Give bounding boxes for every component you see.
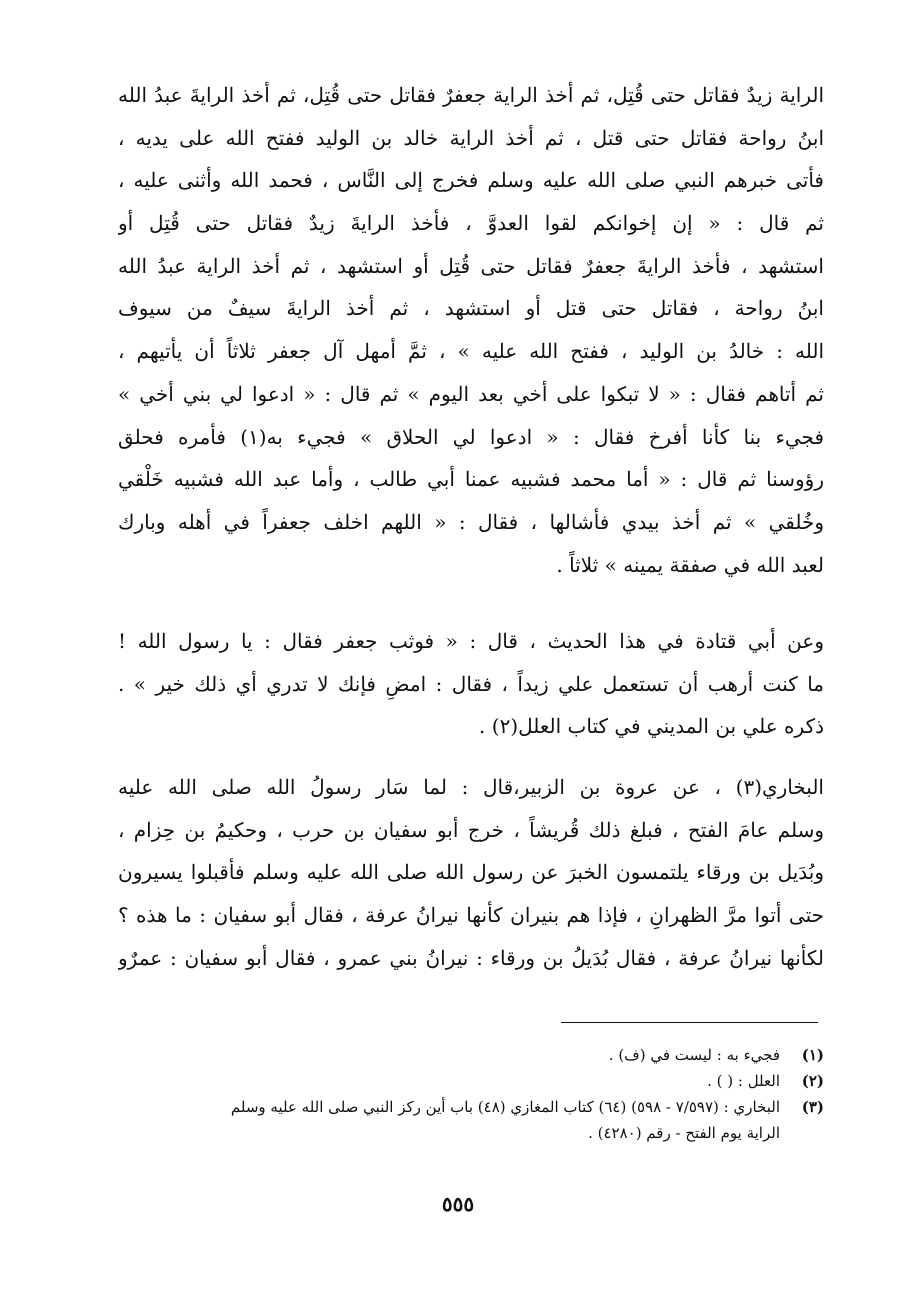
text-line: ابنُ رواحة فقاتل حتى قتل ، ثم أخذ الراية خالد بن الوليد ففتح الله على يديه ، — [118, 125, 824, 150]
paragraph-1 — [118, 74, 824, 586]
text-line: ابنُ رواحة ، فقاتل حتى قتل أو استشهد ، ثم أخذ الرايةَ سيفٌ من سيوف — [118, 296, 824, 321]
text-line: استشهد ، فأخذ الرايةَ جعفرٌ فقاتل حتى قُتِل أو استشهد ، ثم أخذ الراية عبدُ الله — [118, 253, 824, 278]
text-line: ما كنت أرهب أن تستعمل علي زيداً ، فقال : امضِ فإنك لا تدري أي ذلك خير » . — [118, 671, 824, 696]
text-line: وسلم عامَ الفتح ، فبلغ ذلك قُريشاً ، خرج أبو سفيان بن حرب ، وحكيمُ بن حِزام ، — [118, 817, 824, 842]
footnote-number: (١) — [801, 1046, 824, 1064]
text-line: ثم أتاهم فقال : « لا تبكوا على أخي بعد اليوم » ثم قال : « ادعوا لي بني أخي » — [118, 381, 824, 406]
footnote-text — [118, 1094, 780, 1146]
text-line: لكأنها نيرانُ عرفة ، فقال بُدَيلُ بن ورقاء : نيرانُ بني عمرو ، فقال أبو سفيان : عمرٌو — [118, 945, 824, 970]
footnote-divider — [561, 1022, 818, 1023]
paragraph-3 — [118, 766, 824, 979]
footnote-line: الراية يوم الفتح - رقم (٤٢٨٠) . — [588, 1124, 780, 1142]
footnotes — [118, 1042, 824, 1146]
footnote — [118, 1094, 824, 1146]
footnote — [118, 1068, 824, 1094]
text-line: فجيء بنا كأنا أفرخ فقال : « ادعوا لي الحلاق » فجيء به(١) فأمره فحلق — [118, 424, 824, 449]
text-line: ذكره علي بن المديني في كتاب العلل(٢) . — [479, 714, 824, 739]
footnote-line: فجيء به : ليست في (ف) . — [608, 1046, 780, 1064]
text-line: حتى أتوا مرَّ الظهرانِ ، فإذا هم بنيران كأنها نيرانُ عرفة ، فقال أبو سفيان : ما هذه ؟ — [118, 903, 824, 928]
text-line: وخُلقي » ثم أخذ بيدي فأشالها ، فقال : « اللهم اخلف جعفراً في أهله وبارك — [118, 509, 824, 534]
text-line: لعبد الله في صفقة يمينه » ثلاثاً . — [556, 552, 824, 577]
text-line: فأتى خبرهم النبي صلى الله عليه وسلم فخرج إلى النَّاس ، فحمد الله وأثنى عليه ، — [118, 168, 824, 193]
footnote — [118, 1042, 824, 1068]
footnote-number: (٢) — [801, 1072, 824, 1090]
footnote-text — [118, 1042, 780, 1068]
footnote-number: (٣) — [801, 1098, 824, 1116]
page-number: ٥٥٥ — [441, 1192, 475, 1216]
footnote-line: العلل : ( ) . — [707, 1072, 780, 1090]
footnote-text — [118, 1068, 780, 1094]
text-line: ثم قال : « إن إخوانكم لقوا العدوَّ ، فأخذ الرايةَ زيدٌ فقاتل حتى قُتِل أو — [118, 211, 824, 236]
footnote-line: البخاري : (٧/٥٩٧ - ٥٩٨) (٦٤) كتاب المغازي (٤٨) باب أين ركز النبي صلى الله عليه وسلم — [230, 1098, 780, 1116]
text-line: الراية زيدٌ فقاتل حتى قُتِل، ثم أخذ الراية جعفرٌ فقاتل حتى قُتِل، ثم أخذ الرايةَ عبدُ الله — [118, 83, 824, 107]
text-line: وبُدَيل بن ورقاء يلتمسون الخبرَ عن رسول الله صلى الله عليه وسلم فأقبلوا يسيرون — [118, 860, 824, 885]
text-line: البخاري(٣) ، عن عروة بن الزبير،قال : لما سَار رسولُ الله صلى الله عليه — [118, 775, 824, 799]
text-line: وعن أبي قتادة في هذا الحديث ، قال : « فوثب جعفر فقال : يا رسول الله ! — [118, 629, 824, 653]
text-line: الله : خالدُ بن الوليد ، ففتح الله عليه » ، ثمَّ أمهل آل جعفر ثلاثاً أن يأتيهم ، — [118, 339, 824, 364]
paragraph-2 — [118, 620, 824, 748]
text-line: رؤوسنا ثم قال : « أما محمد فشبيه عمنا أبي طالب ، وأما عبد الله فشبيه خَلْقي — [118, 467, 824, 492]
